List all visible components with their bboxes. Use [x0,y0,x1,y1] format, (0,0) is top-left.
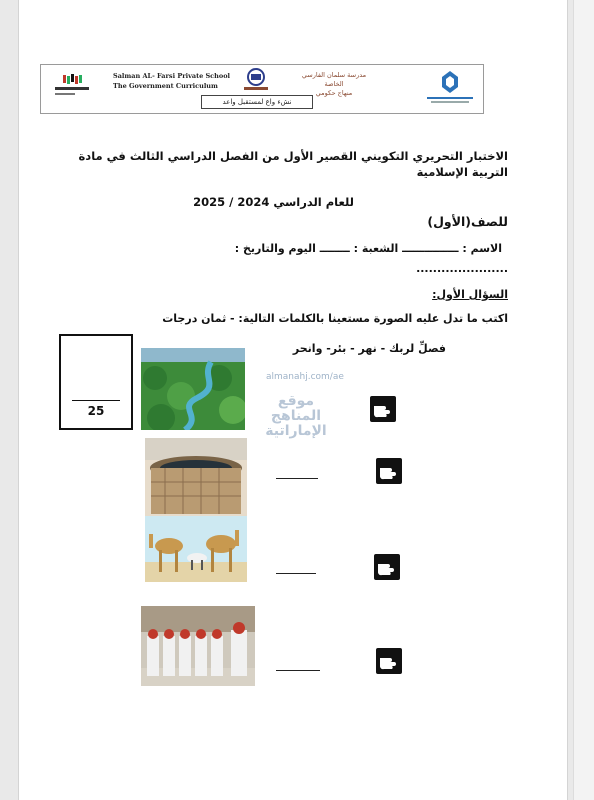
school-name-ar-line2: منهاج حكومي [315,89,353,97]
academic-year: للعام الدراسي 2024 / 2025 [193,195,354,209]
school-crest-icon [241,67,271,93]
answer-blank[interactable] [276,670,320,671]
question-instruction: اكتب ما تدل عليه الصورة مستعينا بالكلمات التالية: - ثمان درجات [162,312,508,325]
uae-logo-icon [49,73,95,103]
pointing-hand-icon [376,458,402,484]
answer-blank[interactable] [276,478,318,479]
school-name-ar-line1: مدرسة سلمان الفارسي الخاصة [301,71,367,88]
student-fields: الاسم : ـــــــــــــــ الشعبة : ــــــــ اليوم والتاريخ : [234,242,502,255]
watermark-text: موقع المناهج الإماراتية [265,393,327,439]
word-bank: فصلِّ لربك - نهر - بئر- وانحر [292,342,446,355]
watermark-url: almanahj.com/ae [266,372,344,382]
pointing-hand-icon [374,554,400,580]
pointing-hand-icon [370,396,396,422]
school-header [40,64,484,114]
well-image [145,438,247,518]
school-name-ar [299,71,369,98]
scrollbar[interactable] [573,0,594,800]
score-box [59,334,133,430]
pointing-hand-icon [376,648,402,674]
dotted-line: ...................... [416,262,508,275]
grade-label: للصف(الأول) [427,214,508,229]
exam-title: الاختبار التحريري التكويني القصير الأول من الفصل الدراسي الثالث في مادة التربية الإسلامية [78,149,508,179]
school-name-en [113,71,230,91]
score-divider [72,400,120,401]
score-total: 25 [87,404,105,418]
school-motto: نشء واع لمستقبل واعد [201,95,313,109]
prayer-image [141,606,255,686]
answer-blank[interactable] [276,573,316,574]
school-name-en-line2: The Government Curriculum [113,82,218,90]
camels-image [145,516,247,582]
river-image [141,348,245,430]
school-name-en-line1: Salman AL- Farsi Private School [113,72,231,80]
question-heading: السؤال الأول: [432,288,508,301]
education-authority-logo-icon [421,69,479,105]
